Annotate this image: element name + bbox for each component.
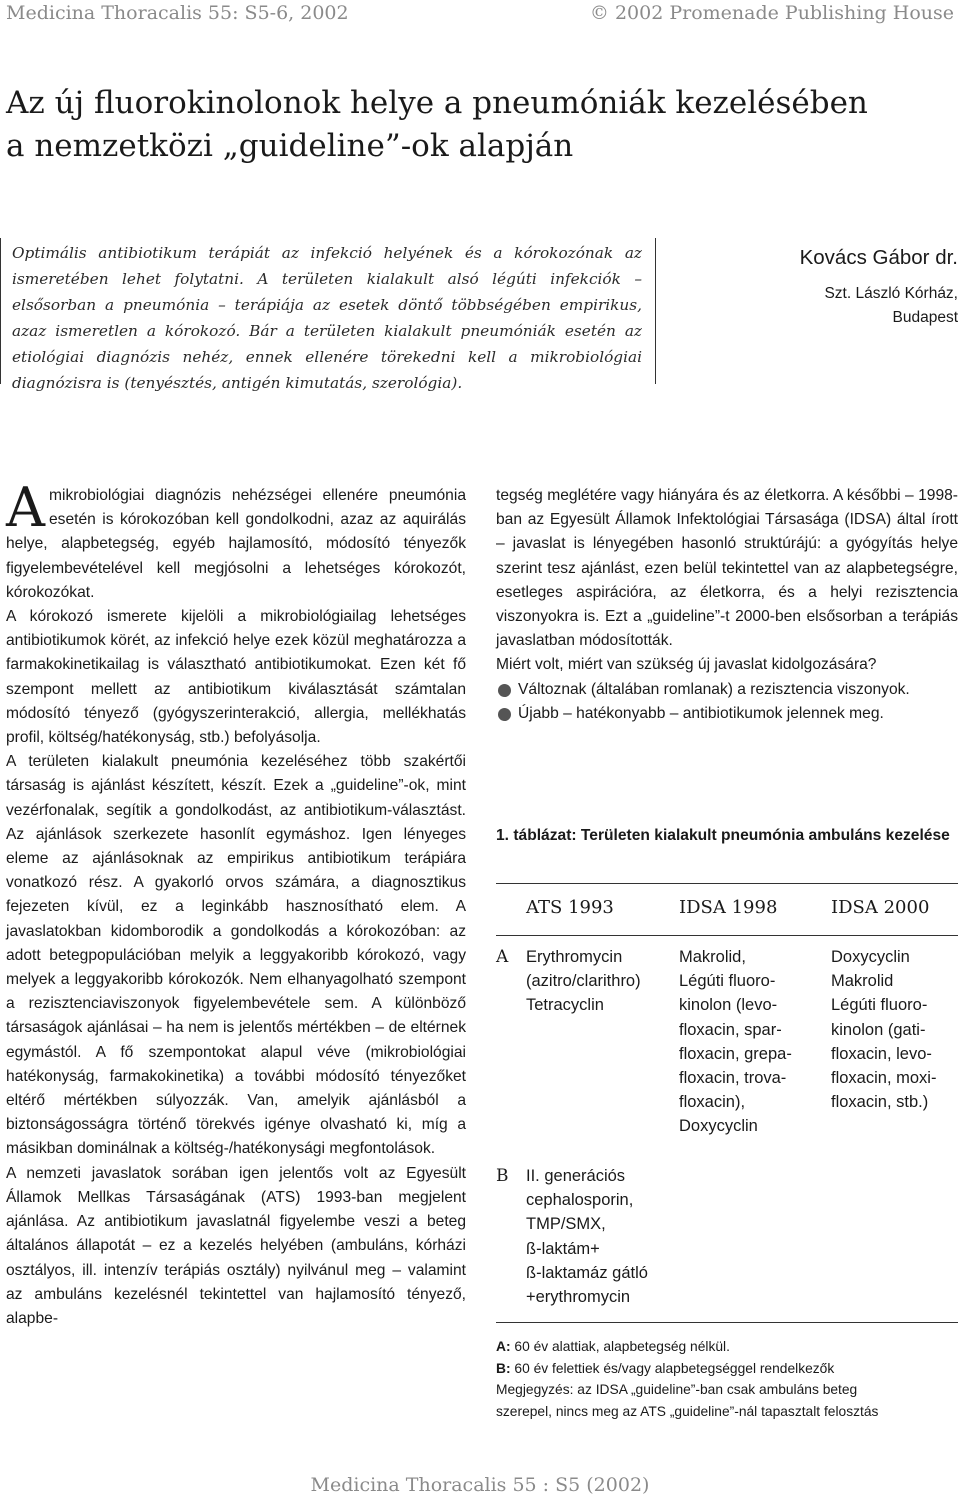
note-remark-line-2: szerepel, nincs meg az ATS „guideline”-nál tapasztalt felosztás — [496, 1403, 879, 1419]
bullet-item: Újabb – hatékonyabb – antibiotikumok jelennek meg. — [496, 702, 958, 726]
note-a: A: 60 év alattiak, alapbetegség nélkül. — [496, 1339, 730, 1354]
drop-cap: A — [6, 476, 45, 539]
table-cell-a-ats: Erythromycin (azitro/clarithro) Tetracyclin — [526, 948, 641, 1015]
table-caption: 1. táblázat: Területen kialakult pneumónia ambuláns kezelése — [496, 827, 950, 844]
author-name: Kovács Gábor dr. — [799, 246, 958, 269]
body-paragraph: Amikrobiológiai diagnózis nehézségei ellenére pneumónia esetén is kórokozóban kell gondolkodni, azaz az aquirálás helye, alapbetegség, egyéb hajlamosító, módosító tényezők figyelembevételével kell megjósolni a lehetséges kórokozót, kórokozókat. — [6, 476, 466, 601]
abstract-text: Optimális antibiotikum terápiát az infekció helyének és a kórokozónak az ismeretében lehet folytatni. A területen kialakult alsó légúti infekciók – elsősorban a pneumónia – terápiája az esetek döntő többségében empirikus, azaz ismeretlen a kórokozó. Bár a területen kialakult pneumóniák esetén az etiológiai diagnózis nehéz, ennek ellenére törekedni kell a mikrobiológiai diagnózisra is (tenyésztés, antigén kimutatás, szerológia). — [12, 244, 642, 392]
table-cell-a-idsa1998: Makrolid, Légúti fluoro- kinolon (levo- floxacin, spar- floxacin, grepa- floxacin, trova- floxacin), Doxycyclin — [679, 948, 792, 1136]
affiliation-line-1: Szt. László Kórház, — [824, 285, 958, 302]
table-row-label-b: B — [496, 1166, 509, 1186]
body-column-left — [6, 476, 466, 1331]
note-b: B: 60 év felettiek és/vagy alapbetegséggel rendelkezők — [496, 1360, 835, 1376]
copyright-notice: © 2002 Promenade Publishing House — [589, 2, 954, 24]
table-cell-a-idsa2000: Doxycyclin Makrolid Légúti fluoro- kinolon (gati- floxacin, levo- floxacin, moxi- floxacin, stb.) — [831, 948, 937, 1112]
table-notes — [496, 1336, 958, 1422]
bullet-item: Változnak (általában romlanak) a rezisztencia viszonyok. — [496, 678, 958, 702]
body-paragraph: A nemzeti javaslatok sorában igen jelentős volt az Egyesült Államok Mellkas Társaságának (ATS) 1993-ban megjelent ajánlása. Az antibiotikum javaslatnál figyelembe veszi a beteg általános állapotát – ez a kezelés helyében (ambuláns, kórházi osztályos, ill. intenzív terápiás osztály) nyilvánul meg – valamint az ambuláns kezelésnél tekintettel van hajlamosító tényező, alapbe- — [6, 1164, 466, 1327]
table-header-idsa-2000: IDSA 2000 — [831, 897, 930, 918]
journal-citation: Medicina Thoracalis 55: S5-6, 2002 — [6, 2, 349, 24]
body-paragraph: A területen kialakult pneumónia kezeléséhez több szakértői társaság is ajánlást készített, készít. Ezek a „guideline”-ok, mint vezérfonalak, segítik a gondolkodást, az antibiotikum-választást. Az ajánlások szerkezete hasonlít egymáshoz. Igen lényeges eleme az ajánlásoknak az empirikus antibiotikum terápiára vonatkozó rész. A gyakorló orvos számára, a diagnosztikus fejezeten kívül, ez a leginkább hasznosítható elem. A javaslatokban kidomborodik a gondolkodás a kórokozóban: az adott betegpopulációban melyik a leggyakoribb kórokozó, vagy melyek a leggyakoribb kórokozók. Nem elhanyagolható szempont a rezisztenciaviszonyok figyelembevétele sem. A különböző társaságok ajánlásai – ha nem is jelentős mértékben – de eltérnek egymástól. A fő szempontokat alapul véve (mikrobiológiai hatékonyság, farmakokinetika) a további módosító tényezőket eltérő mértékben súlyozzák. Van, amelyik ajánlásból a biztonságosságra történő törekvés igénye olvasható ki, míg a másikban dominálnak a költség-/hatékonysági megfontolások. — [6, 753, 466, 1158]
note-remark-line-1: Megjegyzés: az IDSA „guideline”-ban csak ambuláns beteg — [496, 1382, 858, 1397]
affiliation-line-2: Budapest — [892, 309, 958, 326]
body-paragraph: Miért volt, miért van szükség új javaslat kidolgozására? — [496, 656, 877, 674]
table-rule-bottom — [496, 1322, 958, 1323]
table-rule-top — [496, 883, 958, 884]
author-block — [668, 244, 958, 330]
article-title — [6, 82, 946, 168]
table-cell-b-ats: II. generációs cephalosporin, TMP/SMX, ß-laktám+ ß-laktamáz gátló +erythromycin — [526, 1167, 648, 1307]
body-paragraph: A kórokozó ismerete kijelöli a mikrobiológiailag lehetséges antibiotikumok körét, az infekció helye ezek közül meghatározza a farmakokinetikailag is választható antibiotikumokat. Ezen két fő szempont mellett az antibiotikum kiválasztását számtalan módosító tényező (gyógyszerinterakció, allergia, mellékhatás profil, költség/hatékonyság, stb.) befolyásolja. — [6, 608, 466, 747]
title-line-1: Az új fluorokinolonok helye a pneumóniák kezelésében — [6, 85, 868, 121]
body-paragraph: tegség meglétére vagy hiányára és az életkorra. A későbbi – 1998-ban az Egyesült Államok Infektológiai Társasága (IDSA) által írott – javaslat is lényegében hasonló struktúrájú: a gyógyítás helye szerint tesz ajánlást, ezen belül tekintettel van az alapbetegségre, esetleges aspirációra, az életkorra, és a helyi rezisztencia viszonyokra is. Ezt a „guideline”-t 2000-ben elsősorban a terápiás javaslatban módosították. — [496, 487, 958, 650]
body-column-right — [496, 484, 958, 726]
bullet-list — [496, 678, 958, 726]
table-header-idsa-1998: IDSA 1998 — [679, 897, 778, 918]
title-line-2: a nemzetközi „guideline”-ok alapján — [6, 128, 574, 164]
table-row-label-a: A — [496, 947, 509, 967]
table-header-ats-1993: ATS 1993 — [526, 897, 614, 918]
page-footer: Medicina Thoracalis 55 : S5 (2002) — [310, 1474, 650, 1496]
table-rule-middle — [496, 935, 958, 936]
author-affiliation — [668, 282, 958, 330]
